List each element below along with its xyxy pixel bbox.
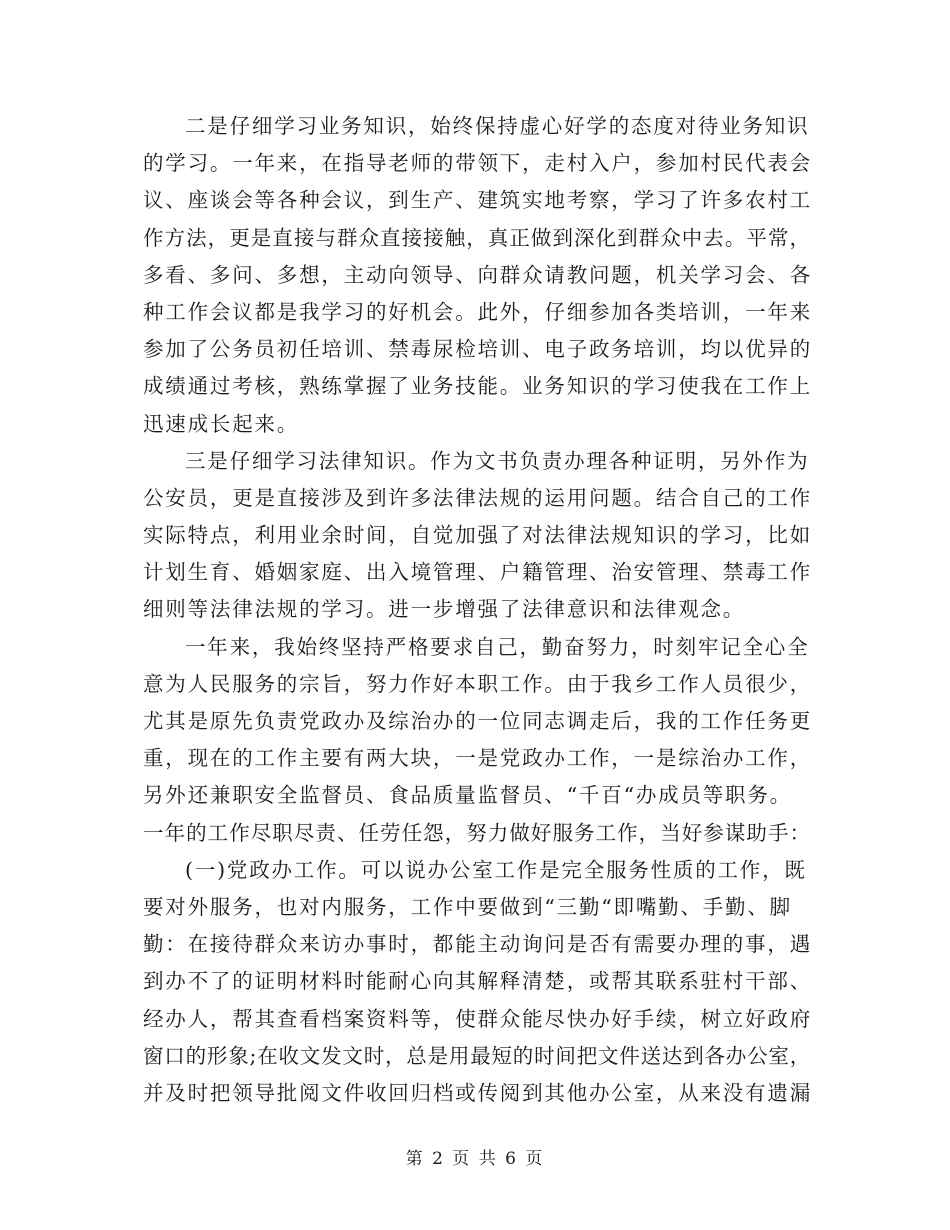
text-line: 窗口的形象;在收文发文时，总是用最短的时间把文件送达到各办公室， [143,1043,812,1068]
text-line: 细则等法律法规的学习。进一步增强了法律意识和法律观念。 [143,597,746,622]
text-line: 计划生育、婚姻家庭、出入境管理、户籍管理、治安管理、禁毒工作 [143,560,812,585]
text-line: 三是仔细学习法律知识。作为文书负责办理各种证明，另外作为 [185,448,810,473]
text-line: 的学习。一年来，在指导老师的带领下，走村入户，参加村民代表会 [143,151,812,176]
text-line: 另外还兼职安全监督员、食品质量监督员、“千百“办成员等职务。 [143,783,792,808]
text-line: 二是仔细学习业务知识，始终保持虚心好学的态度对待业务知识 [185,114,810,138]
text-line: 多看、多问、多想，主动向领导、向群众请教问题，机关学习会、各 [143,262,812,287]
document-body [143,108,812,1112]
text-line: 意为人民服务的宗旨，努力作好本职工作。由于我乡工作人员很少， [143,671,812,696]
text-line: 实际特点，利用业余时间，自觉加强了对法律法规知识的学习，比如 [143,523,812,548]
text-line: 议、座谈会等各种会议，到生产、建筑实地考察，学习了许多农村工 [143,188,812,213]
text-line: 一年的工作尽职尽责、任劳任怨，努力做好服务工作，当好参谋助手： [143,820,812,845]
text-line: 到办不了的证明材料时能耐心向其解释清楚，或帮其联系驻村干部、 [143,969,812,994]
text-line: 种工作会议都是我学习的好机会。此外，仔细参加各类培训，一年来 [143,299,812,324]
text-line: 要对外服务，也对内服务，工作中要做到“三勤“即嘴勤、手勤、脚 [143,894,792,919]
text-line: 经办人，帮其查看档案资料等，使群众能尽快办好手续，树立好政府 [143,1006,812,1031]
text-line: 并及时把领导批阅文件收回归档或传阅到其他办公室，从来没有遗漏 [143,1080,812,1105]
text-line: 参加了公务员初任培训、禁毒尿检培训、电子政务培训，均以优异的 [143,337,812,362]
text-line: 尤其是原先负责党政办及综治办的一位同志调走后，我的工作任务更 [143,709,812,733]
text-line: 一年来，我始终坚持严格要求自己，勤奋努力，时刻牢记全心全 [185,634,810,659]
text-line: 重，现在的工作主要有两大块，一是党政办工作，一是综治办工作， [143,746,812,771]
text-line: 作方法，更是直接与群众直接接触，真正做到深化到群众中去。平常， [143,225,812,250]
page-number-footer: 第 2 页 共 6 页 [405,1149,545,1169]
text-line: 公安员，更是直接涉及到许多法律法规的运用问题。结合自己的工作 [143,485,812,510]
text-line: 勤：在接待群众来访办事时，都能主动询问是否有需要办理的事，遇 [143,932,812,957]
text-line: (一)党政办工作。可以说办公室工作是完全服务性质的工作，既 [185,857,807,882]
text-line: 迅速成长起来。 [143,411,300,436]
text-line: 成绩通过考核，熟练掌握了业务技能。业务知识的学习使我在工作上 [143,374,812,399]
